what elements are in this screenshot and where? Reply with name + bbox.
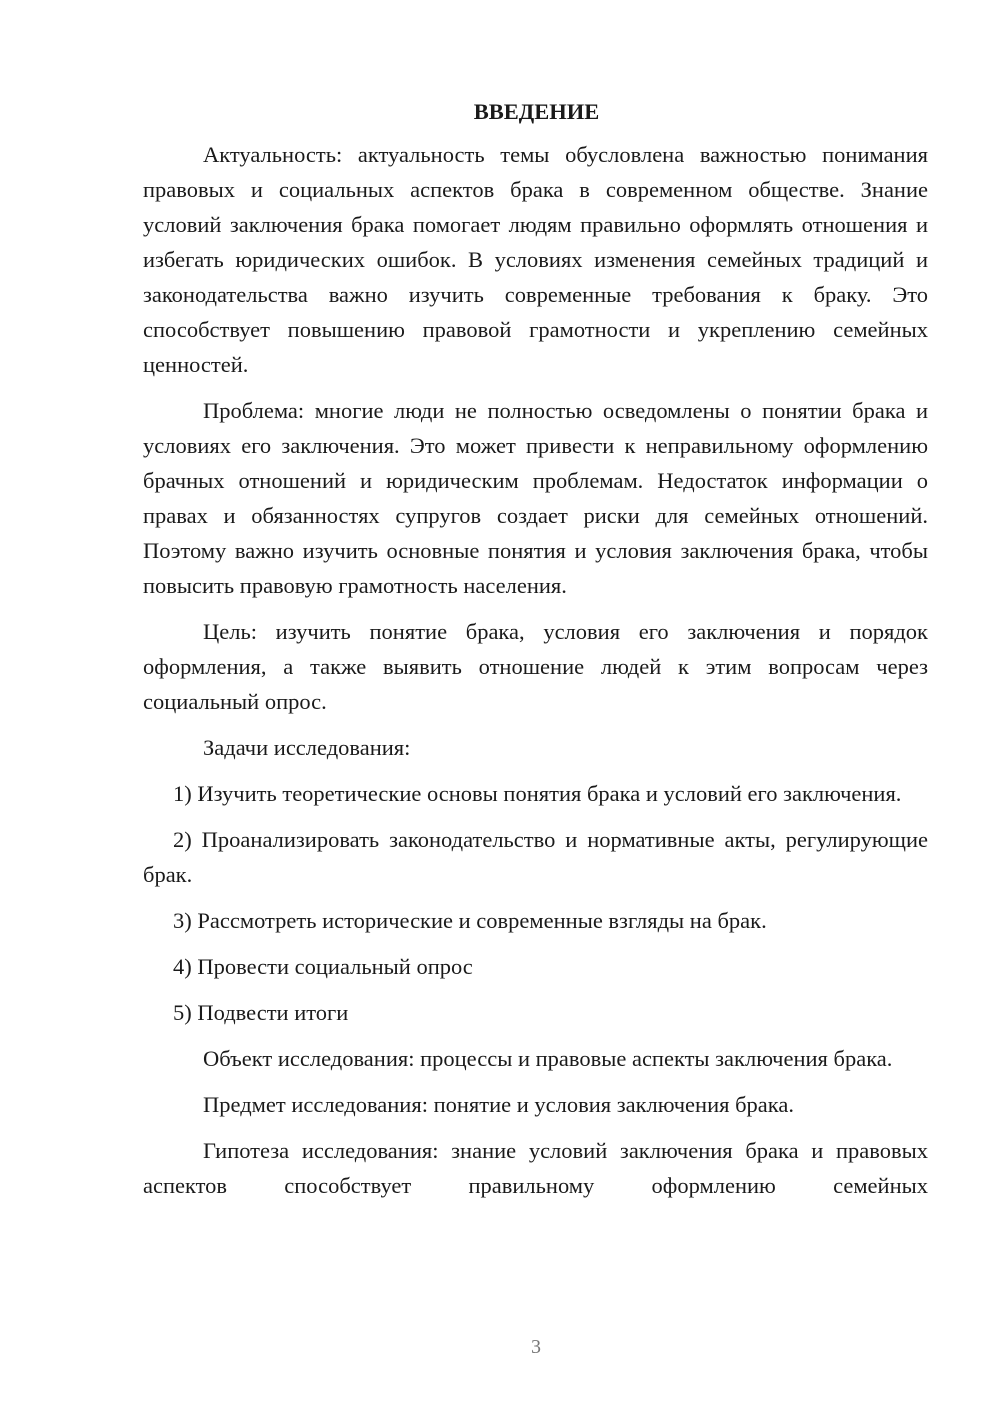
task-item-1: 1) Изучить теоретические основы понятия брака и условий его заключения. [173,781,902,806]
paragraph-goal: Цель: изучить понятие брака, условия его заключения и порядок оформления, а также выявить отношение людей к этим вопросам через социальный опрос. [143,619,928,714]
paragraph-problem: Проблема: многие люди не полностью осведомлены о понятии брака и условиях его заключения. Это может привести к неправильному оформлению брачных отношений и юридическим проблемам. Недостаток информации о правах и обязанностях супругов создает риски для семейных отношений. Поэтому важно изучить основные понятия и условия заключения брака, чтобы повысить правовую грамотность населения. [143,398,928,598]
task-item-2: 2) Проанализировать законодательство и нормативные акты, регулирующие брак. [143,827,928,887]
paragraph-hypothesis: Гипотеза исследования: знание условий заключения брака и правовых аспектов способствует правильному оформлению семейных [143,1138,928,1198]
task-item-3: 3) Рассмотреть исторические и современные взгляды на брак. [173,908,767,933]
paragraph-relevance: Актуальность: актуальность темы обусловлена важностью понимания правовых и социальных аспектов брака в современном обществе. Знание условий заключения брака помогает людям правильно оформлять отношения и избегать юридических ошибок. В условиях изменения семейных традиций и законодательства важно изучить современные требования к браку. Это способствует повышению правовой грамотности и укреплению семейных ценностей. [143,142,928,377]
paragraph-subject: Предмет исследования: понятие и условия заключения брака. [203,1092,794,1117]
task-item-4: 4) Провести социальный опрос [173,954,473,979]
page-content [143,94,928,1214]
page-number: 3 [531,1336,541,1358]
task-item-5: 5) Подвести итоги [173,1000,349,1025]
paragraph-object: Объект исследования: процессы и правовые аспекты заключения брака. [203,1046,893,1071]
section-title: ВВЕДЕНИЕ [473,99,600,124]
tasks-heading: Задачи исследования: [203,735,411,760]
